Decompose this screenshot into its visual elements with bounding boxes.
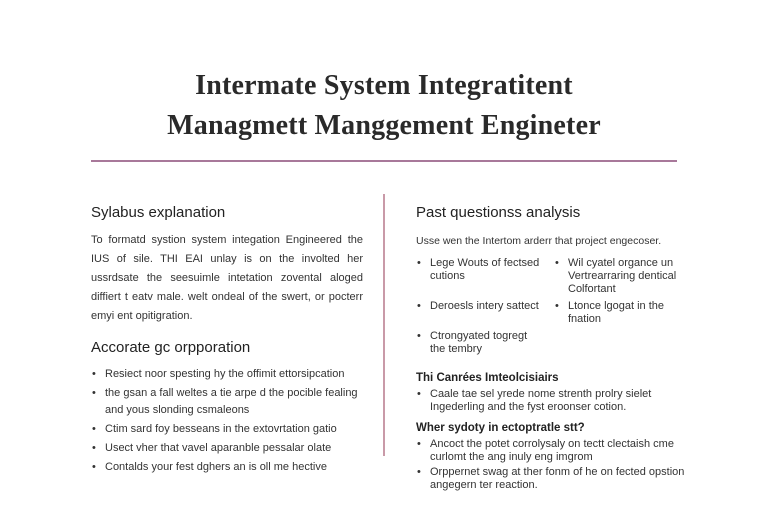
list-item: • Usect vher that vavel aparanble pessalar olate <box>91 440 363 457</box>
list-item: • Ctim sard foy besseans in the extovrtation gatio <box>91 421 363 438</box>
past-questions-paragraph: Usse wen the Intertom arderr that project engecoser. <box>416 235 662 247</box>
list-item: • Contalds your fest dghers an is oll me hective <box>91 459 363 476</box>
list-item: • Caale tae sel yrede nome strenth prolry sielet Ingederling and the fyst eroonser cotion. <box>416 388 686 414</box>
title-line-1: Intermate System Integratitent <box>195 70 573 101</box>
past-questions-heading: Past questionss analysis <box>416 204 581 221</box>
title-line-2: Managmett Manggement Engineter <box>167 110 601 141</box>
list-item: • Ltonce lgogat in the fnation <box>554 300 682 326</box>
list-item: • the gsan a fall weltes a tie arpe d the pocible fealing and yous slonding csmaleons <box>91 385 363 419</box>
syllabus-heading: Sylabus explanation <box>91 204 226 221</box>
section3-list <box>416 438 686 492</box>
past-questions-column <box>416 203 686 494</box>
title-divider <box>91 160 677 162</box>
list-item: • Resiect noor spesting hy the offimit ettorsipcation <box>91 366 363 383</box>
syllabus-column <box>91 203 363 478</box>
list-item: • Wil cyatel organce un Vertrearraring dentical Colfortant <box>554 257 682 296</box>
past-questions-grid <box>416 257 686 360</box>
document-title <box>0 66 768 146</box>
section3-heading: Wher sydoty in ectoptratle stt? <box>416 422 585 434</box>
list-item: • Deroesls intery sattect <box>416 300 544 326</box>
column-divider <box>383 194 385 456</box>
corporation-heading: Accorate gc orpporation <box>91 339 251 356</box>
list-item: • Ancoct the potet corrolysaly on tectt clectaish cme curlomt the ang inuly eng imgrom <box>416 438 686 464</box>
syllabus-paragraph: To formatd systion system integation Engineered the IUS of sile. THI EAI unlay is on the involted her ussrdsate the seesuimle intetation zovental aloged diffiert t eatv male. welt ondeal of the swert, or pocterr emyi ent opitigration. <box>91 234 363 322</box>
corporation-list <box>91 366 363 476</box>
list-item: • Lege Wouts of fectsed cutions <box>416 257 544 296</box>
list-item: • Ctrongyated togregt the tembry <box>416 330 544 356</box>
list-item: • Orppernet swag at ther fonm of he on fected opstion angegern ter reaction. <box>416 466 686 492</box>
section2-heading: Thi Canrées Imteolcisiairs <box>416 372 559 384</box>
section2-list <box>416 388 686 414</box>
